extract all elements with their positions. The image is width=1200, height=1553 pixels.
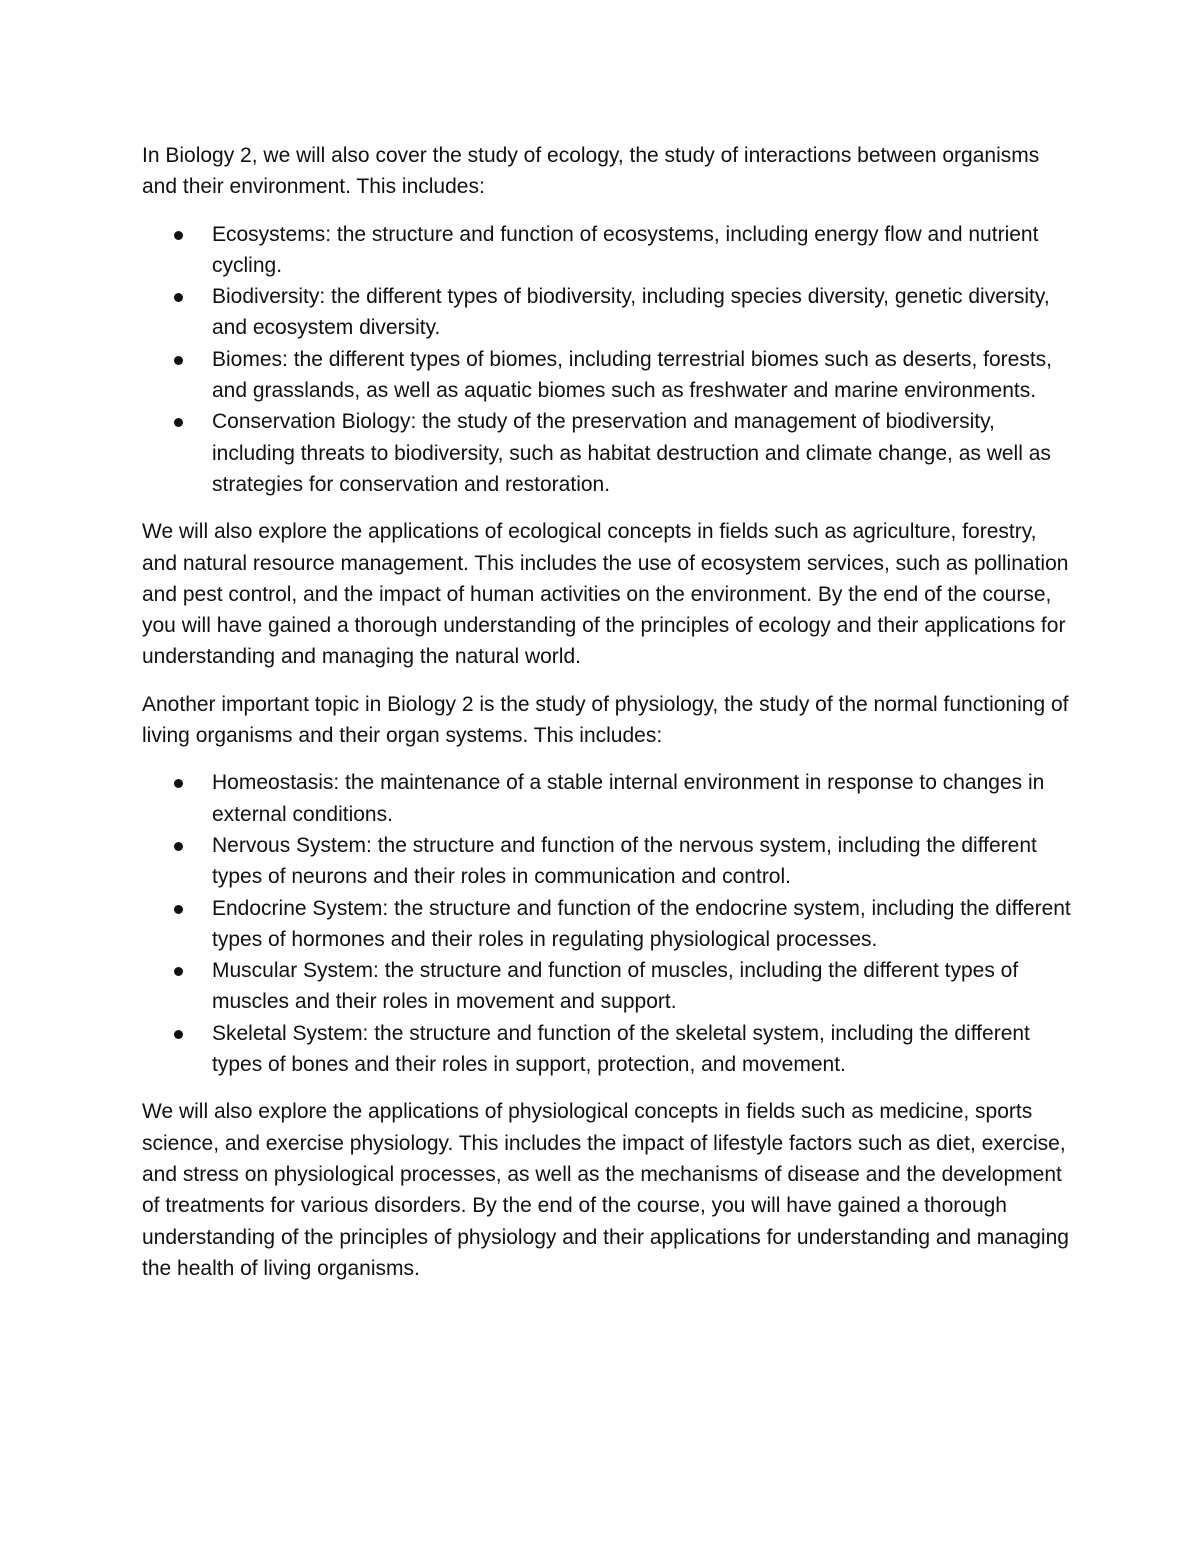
ecology-intro-paragraph: In Biology 2, we will also cover the study of ecology, the study of interactions between organisms and their environment. This includes: — [142, 144, 1040, 199]
physiology-intro-paragraph: Another important topic in Biology 2 is the study of physiology, the study of the normal functioning of living organisms and their organ systems. This includes: — [142, 692, 1069, 748]
bullet-icon — [174, 293, 183, 302]
list-item — [142, 1018, 1072, 1081]
list-item-text: Skeletal System: the structure and function of the skeletal system, including the different types of bones and their roles in support, protection, and movement. — [212, 1021, 1030, 1077]
list-item-text: Biomes: the different types of biomes, including terrestrial biomes such as deserts, forests, and grasslands, as well as aquatic biomes such as freshwater and marine environments. — [212, 347, 1052, 403]
bullet-icon — [174, 418, 183, 427]
list-item — [142, 767, 1072, 830]
list-item-text: Homeostasis: the maintenance of a stable internal environment in response to changes in external conditions. — [212, 771, 1045, 826]
list-item — [142, 406, 1072, 500]
ecology-applications-paragraph: We will also explore the applications of ecological concepts in fields such as agriculture, forestry, and natural resource management. This includes the use of ecosystem services, such as pollination and pest control, and the impact of human activities on the environment. By the end of the course, you will have gained a thorough understanding of the principles of ecology and their applications for understanding and managing the natural world. — [142, 520, 1069, 669]
bullet-icon — [174, 1030, 183, 1039]
list-item — [142, 830, 1072, 893]
bullet-icon — [174, 356, 183, 365]
list-item-text: Conservation Biology: the study of the preservation and management of biodiversity, including threats to biodiversity, such as habitat destruction and climate change, as well as strategies for conservation and restoration. — [212, 410, 1051, 496]
list-item-text: Nervous System: the structure and function of the nervous system, including the different types of neurons and their roles in communication and control. — [212, 833, 1037, 889]
document-page — [142, 140, 1072, 1300]
list-item — [142, 893, 1072, 956]
bullet-icon — [174, 231, 183, 240]
list-item — [142, 344, 1072, 407]
physiology-applications-paragraph: We will also explore the applications of physiological concepts in fields such as medicine, sports science, and exercise physiology. This includes the impact of lifestyle factors such as diet, exercise, and stress on physiological processes, as well as the mechanisms of disease and the development of treatments for various disorders. By the end of the course, you will have gained a thorough understanding of the principles of physiology and their applications for understanding and managing the health of living organisms. — [142, 1100, 1069, 1280]
list-item-text: Endocrine System: the structure and function of the endocrine system, including the different types of hormones and their roles in regulating physiological processes. — [212, 896, 1071, 951]
list-item-text: Ecosystems: the structure and function of ecosystems, including energy flow and nutrient cycling. — [212, 222, 1039, 277]
list-item-text: Biodiversity: the different types of biodiversity, including species diversity, genetic diversity, and ecosystem diversity. — [212, 285, 1050, 340]
bullet-icon — [174, 779, 183, 788]
bullet-icon — [174, 967, 183, 976]
physiology-topic-list — [142, 767, 1072, 1080]
bullet-icon — [174, 842, 183, 851]
list-item — [142, 219, 1072, 282]
list-item-text: Muscular System: the structure and function of muscles, including the different types of muscles and their roles in movement and support. — [212, 959, 1019, 1014]
list-item — [142, 955, 1072, 1018]
list-item — [142, 281, 1072, 344]
ecology-topic-list — [142, 219, 1072, 501]
bullet-icon — [174, 905, 183, 914]
